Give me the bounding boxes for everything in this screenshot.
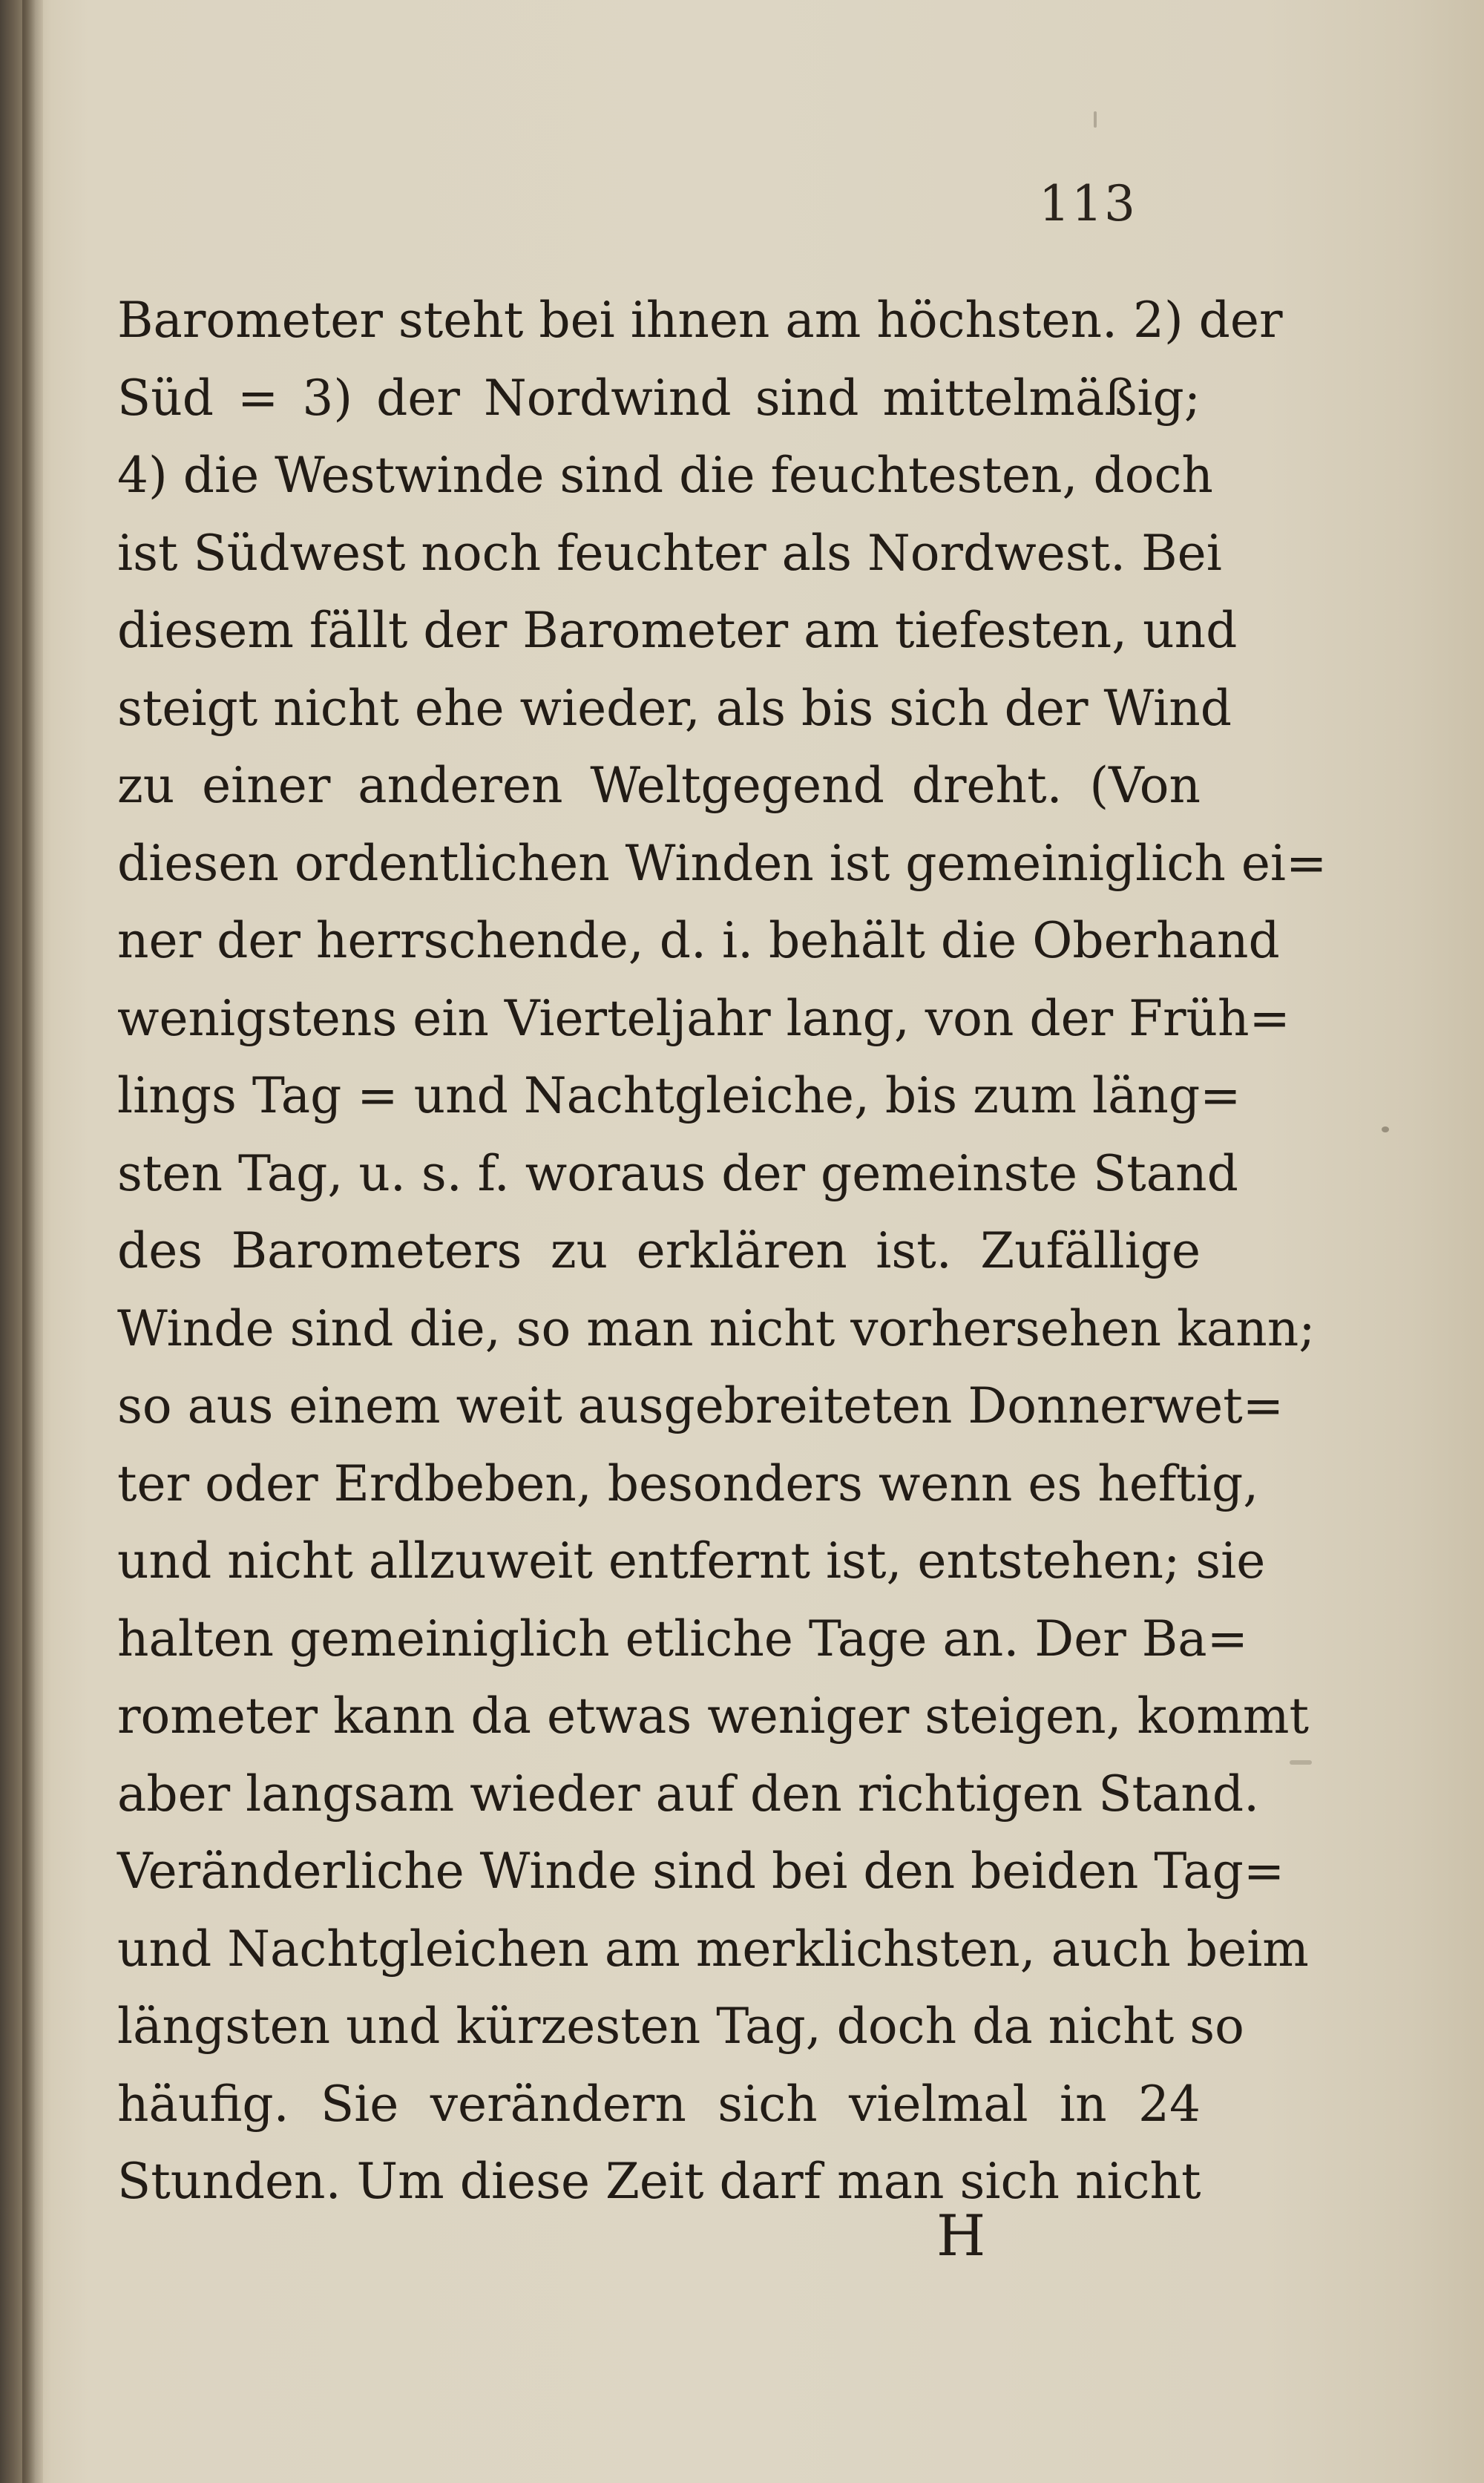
- text-line: so aus einem weit ausgebreiteten Donnerwet=: [117, 1377, 1284, 1434]
- paper-speck: [1094, 111, 1097, 128]
- text-line: und nicht allzuweit entfernt ist, entstehen; sie: [117, 1532, 1266, 1590]
- text-line: rometer kann da etwas weniger steigen, kommt: [117, 1687, 1309, 1745]
- text-line: 4) die Westwinde sind die feuchtesten, doch: [117, 447, 1213, 504]
- text-line: wenigstens ein Vierteljahr lang, von der Früh=: [117, 989, 1290, 1047]
- text-line: lings Tag = und Nachtgleiche, bis zum läng=: [117, 1067, 1241, 1124]
- text-line: Winde sind die, so man nicht vorhersehen kann;: [117, 1299, 1316, 1357]
- text-line: häufig. Sie verändern sich vielmal in 24: [117, 2075, 1201, 2133]
- signature-mark: H: [936, 2202, 986, 2269]
- text-line: ist Südwest noch feuchter als Nordwest. Bei: [117, 524, 1222, 582]
- text-line: sten Tag, u. s. f. woraus der gemeinste Stand: [117, 1144, 1238, 1202]
- text-line: längsten und kürzesten Tag, doch da nicht so: [117, 1998, 1244, 2055]
- text-line: zu einer anderen Weltgegend dreht. (Von: [117, 757, 1201, 814]
- text-line: Barometer steht bei ihnen am höchsten. 2) der: [117, 292, 1283, 349]
- text-line: diesen ordentlichen Winden ist gemeiniglich ei=: [117, 834, 1327, 892]
- text-line: steigt nicht ehe wieder, als bis sich der Wind: [117, 679, 1232, 737]
- text-line: halten gemeiniglich etliche Tage an. Der Ba=: [117, 1610, 1248, 1667]
- text-line: aber langsam wieder auf den richtigen Stand.: [117, 1765, 1260, 1823]
- text-line: ter oder Erdbeben, besonders wenn es heftig,: [117, 1454, 1259, 1512]
- body-text: [117, 282, 1327, 2221]
- page-number: 113: [1039, 175, 1137, 232]
- text-line: und Nachtgleichen am merklichsten, auch beim: [117, 1920, 1309, 1978]
- text-line: Veränderliche Winde sind bei den beiden Tag=: [117, 1843, 1285, 1900]
- text-line: ner der herrschende, d. i. behält die Oberhand: [117, 912, 1280, 969]
- text-line: diesem fällt der Barometer am tiefesten, und: [117, 602, 1238, 659]
- text-line: Süd = 3) der Nordwind sind mittelmäßig;: [117, 369, 1201, 427]
- text-line: des Barometers zu erklären ist. Zufällige: [117, 1222, 1201, 1279]
- paper-speck: [1382, 1126, 1389, 1132]
- book-gutter: [22, 0, 43, 2483]
- paper-speck: [1290, 1760, 1312, 1765]
- text-line: Stunden. Um diese Zeit darf man sich nicht: [117, 2153, 1201, 2210]
